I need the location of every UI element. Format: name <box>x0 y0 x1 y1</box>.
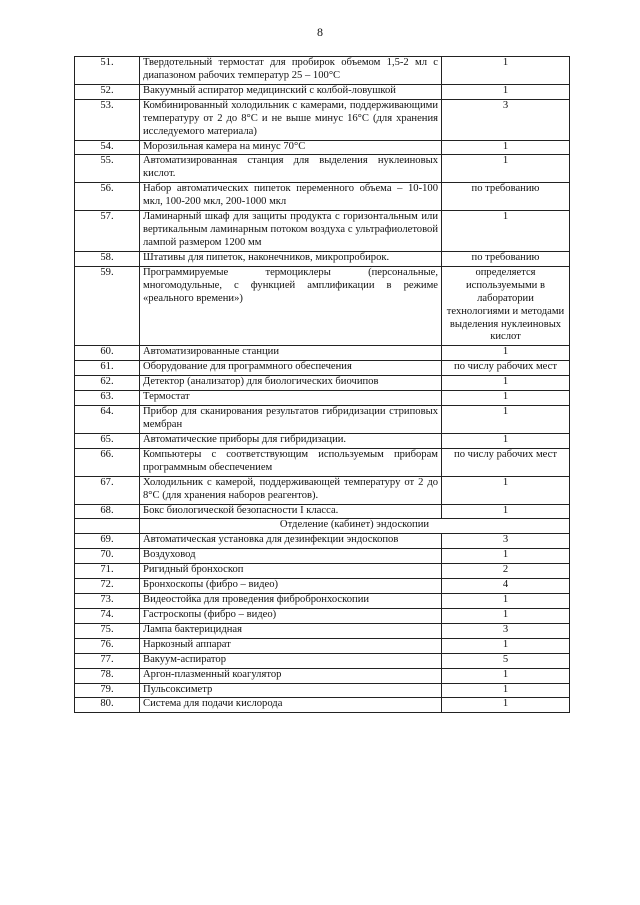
equipment-name: Штативы для пипеток, наконечников, микропробирок. <box>140 251 442 266</box>
equipment-quantity: 1 <box>442 476 570 504</box>
equipment-quantity: 4 <box>442 579 570 594</box>
equipment-name: Бокс биологической безопасности I класса. <box>140 504 442 519</box>
equipment-quantity: 1 <box>442 638 570 653</box>
row-number: 66. <box>75 448 140 476</box>
equipment-quantity: 1 <box>442 406 570 434</box>
row-number: 57. <box>75 211 140 252</box>
equipment-quantity: 5 <box>442 653 570 668</box>
equipment-quantity: 3 <box>442 534 570 549</box>
row-number: 75. <box>75 623 140 638</box>
equipment-name: Автоматические приборы для гибридизации. <box>140 433 442 448</box>
table-row <box>75 140 570 155</box>
table-row <box>75 406 570 434</box>
equipment-name: Лампа бактерицидная <box>140 623 442 638</box>
equipment-quantity: 1 <box>442 57 570 85</box>
section-heading: Отделение (кабинет) эндоскопии <box>140 519 570 534</box>
table-row <box>75 608 570 623</box>
row-number: 60. <box>75 346 140 361</box>
equipment-quantity: 1 <box>442 391 570 406</box>
row-number: 53. <box>75 99 140 140</box>
table-row <box>75 155 570 183</box>
equipment-name: Программируемые термоциклеры (персональные, многомодульные, с функцией амплификации в режиме «реального времени») <box>140 266 442 346</box>
table-row <box>75 594 570 609</box>
table-row <box>75 391 570 406</box>
row-number: 58. <box>75 251 140 266</box>
equipment-quantity: 1 <box>442 683 570 698</box>
row-number: 77. <box>75 653 140 668</box>
row-number: 67. <box>75 476 140 504</box>
equipment-quantity: 1 <box>442 376 570 391</box>
equipment-quantity: 1 <box>442 211 570 252</box>
table-row <box>75 579 570 594</box>
equipment-quantity: 1 <box>442 698 570 713</box>
table-row <box>75 519 570 534</box>
equipment-quantity: 1 <box>442 549 570 564</box>
row-number: 78. <box>75 668 140 683</box>
equipment-quantity: по требованию <box>442 251 570 266</box>
equipment-name: Ригидный бронхоскоп <box>140 564 442 579</box>
equipment-name: Набор автоматических пипеток переменного объема – 10-100 мкл, 100-200 мкл, 200-1000 мкл <box>140 183 442 211</box>
equipment-name: Комбинированный холодильник с камерами, поддерживающими температуру от 2 до 8°С и не выше минус 16°С (для хранения исследуемого материала) <box>140 99 442 140</box>
table-row <box>75 476 570 504</box>
table-row <box>75 183 570 211</box>
equipment-quantity: 1 <box>442 608 570 623</box>
equipment-name: Аргон-плазменный коагулятор <box>140 668 442 683</box>
row-number: 68. <box>75 504 140 519</box>
equipment-name: Твердотельный термостат для пробирок объемом 1,5-2 мл с диапазоном рабочих температур 25 – 100°С <box>140 57 442 85</box>
table-row <box>75 57 570 85</box>
row-number: 56. <box>75 183 140 211</box>
table-row <box>75 534 570 549</box>
equipment-rows-part-2 <box>75 534 570 713</box>
table-row <box>75 266 570 346</box>
equipment-name: Компьютеры с соответствующим используемым приборам программным обеспечением <box>140 448 442 476</box>
table-row <box>75 99 570 140</box>
equipment-quantity: 3 <box>442 99 570 140</box>
equipment-name: Вакуум-аспиратор <box>140 653 442 668</box>
section-heading-row <box>75 519 570 534</box>
table-row <box>75 638 570 653</box>
row-number: 65. <box>75 433 140 448</box>
table-row <box>75 698 570 713</box>
equipment-quantity: 3 <box>442 623 570 638</box>
equipment-name: Термостат <box>140 391 442 406</box>
table-row <box>75 211 570 252</box>
equipment-name: Прибор для сканирования результатов гибридизации стриповых мембран <box>140 406 442 434</box>
table-row <box>75 251 570 266</box>
section-empty-cell <box>75 519 140 534</box>
table-row <box>75 84 570 99</box>
equipment-quantity: определяется используемыми в лаборатории технологиями и методами выделения нуклеиновых кислот <box>442 266 570 346</box>
table-row <box>75 448 570 476</box>
table-row <box>75 361 570 376</box>
table-row <box>75 623 570 638</box>
row-number: 79. <box>75 683 140 698</box>
table-row <box>75 683 570 698</box>
row-number: 54. <box>75 140 140 155</box>
row-number: 76. <box>75 638 140 653</box>
equipment-name: Воздуховод <box>140 549 442 564</box>
equipment-name: Вакуумный аспиратор медицинский с колбой-ловушкой <box>140 84 442 99</box>
equipment-quantity: 1 <box>442 140 570 155</box>
equipment-quantity: по требованию <box>442 183 570 211</box>
table-row <box>75 504 570 519</box>
equipment-quantity: 1 <box>442 504 570 519</box>
equipment-quantity: 1 <box>442 155 570 183</box>
row-number: 64. <box>75 406 140 434</box>
equipment-name: Наркозный аппарат <box>140 638 442 653</box>
equipment-name: Холодильник с камерой, поддерживающей температуру от 2 до 8°С (для хранения наборов реагентов). <box>140 476 442 504</box>
equipment-rows-part-1 <box>75 57 570 519</box>
equipment-quantity: по числу рабочих мест <box>442 361 570 376</box>
equipment-name: Ламинарный шкаф для защиты продукта с горизонтальным или вертикальным ламинарным потоком воздуха с ультрафиолетовой лампой размером 1200 мм <box>140 211 442 252</box>
row-number: 71. <box>75 564 140 579</box>
table-row <box>75 549 570 564</box>
equipment-name: Гастроскопы (фибро – видео) <box>140 608 442 623</box>
row-number: 61. <box>75 361 140 376</box>
row-number: 72. <box>75 579 140 594</box>
table-row <box>75 653 570 668</box>
equipment-name: Детектор (анализатор) для биологических биочипов <box>140 376 442 391</box>
equipment-name: Автоматизированные станции <box>140 346 442 361</box>
equipment-quantity: по числу рабочих мест <box>442 448 570 476</box>
equipment-quantity: 1 <box>442 668 570 683</box>
row-number: 63. <box>75 391 140 406</box>
table-row <box>75 346 570 361</box>
table-row <box>75 564 570 579</box>
row-number: 51. <box>75 57 140 85</box>
equipment-quantity: 1 <box>442 433 570 448</box>
equipment-name: Морозильная камера на минус 70°С <box>140 140 442 155</box>
row-number: 74. <box>75 608 140 623</box>
equipment-name: Бронхоскопы (фибро – видео) <box>140 579 442 594</box>
row-number: 70. <box>75 549 140 564</box>
row-number: 52. <box>75 84 140 99</box>
equipment-name: Автоматизированная станция для выделения нуклеиновых кислот. <box>140 155 442 183</box>
equipment-table <box>74 56 570 713</box>
page-number: 8 <box>317 25 323 39</box>
equipment-quantity: 1 <box>442 346 570 361</box>
equipment-name: Автоматическая установка для дезинфекции эндоскопов <box>140 534 442 549</box>
row-number: 80. <box>75 698 140 713</box>
row-number: 69. <box>75 534 140 549</box>
row-number: 55. <box>75 155 140 183</box>
table-row <box>75 668 570 683</box>
row-number: 73. <box>75 594 140 609</box>
equipment-name: Система для подачи кислорода <box>140 698 442 713</box>
row-number: 62. <box>75 376 140 391</box>
table-row <box>75 376 570 391</box>
row-number: 59. <box>75 266 140 346</box>
table-row <box>75 433 570 448</box>
equipment-quantity: 1 <box>442 594 570 609</box>
equipment-name: Оборудование для программного обеспечения <box>140 361 442 376</box>
equipment-quantity: 1 <box>442 84 570 99</box>
equipment-name: Видеостойка для проведения фибробронхоскопии <box>140 594 442 609</box>
equipment-name: Пульсоксиметр <box>140 683 442 698</box>
equipment-quantity: 2 <box>442 564 570 579</box>
